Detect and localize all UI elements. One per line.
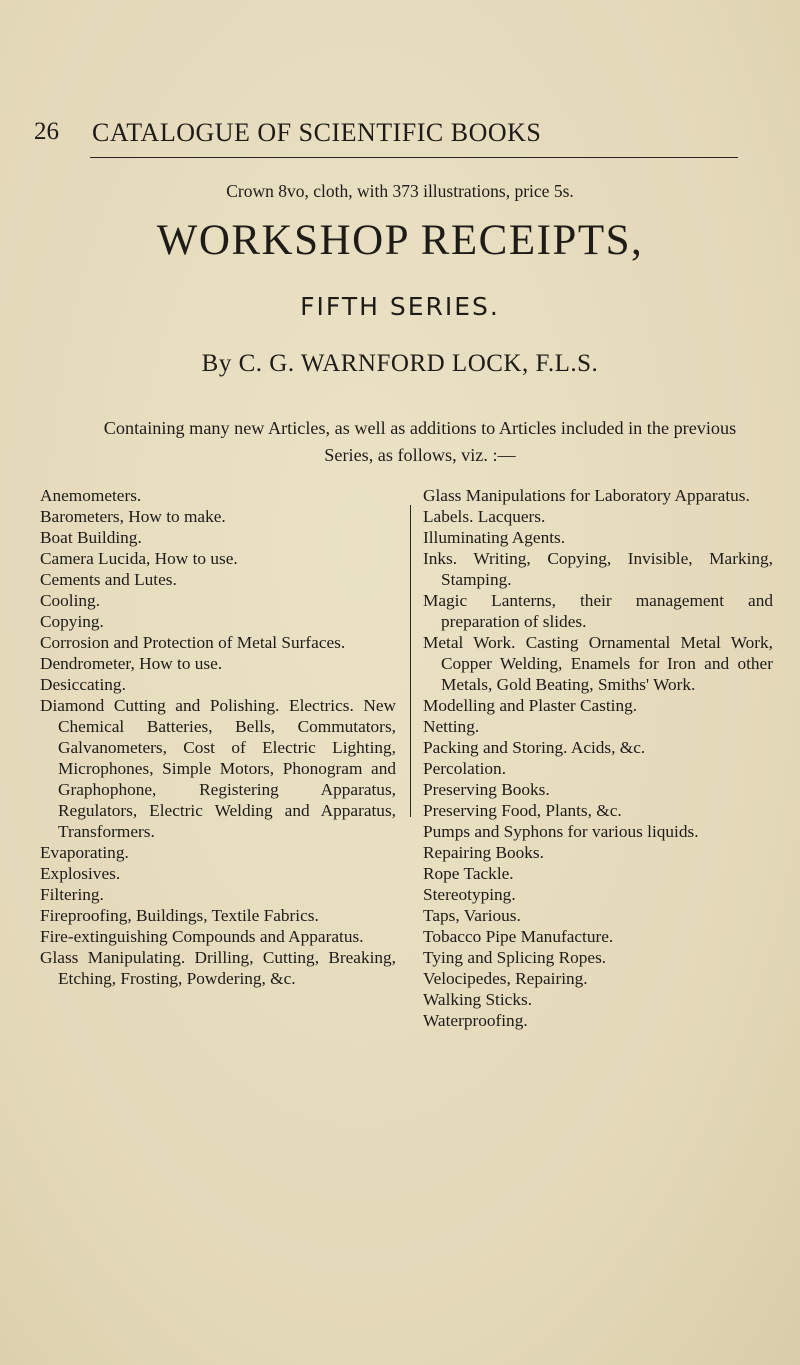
- list-item: Evaporating.: [40, 843, 129, 862]
- list-item: Walking Sticks.: [423, 990, 533, 1009]
- list-item: Repairing Books.: [423, 843, 544, 862]
- list-item: Illuminating Agents.: [423, 528, 566, 547]
- list-item: Pumps and Syphons for various liquids.: [423, 822, 699, 841]
- list-item: Dendrometer, How to use.: [40, 654, 223, 673]
- column-divider: [410, 505, 411, 817]
- running-head: CATALOGUE OF SCIENTIFIC BOOKS: [92, 118, 542, 147]
- edition-line: Crown 8vo, cloth, with 373 illustrations, price 5s.: [226, 181, 574, 201]
- series-heading: FIFTH SERIES.: [300, 292, 500, 321]
- list-item: Explosives.: [40, 864, 121, 883]
- page-number: 26: [34, 118, 59, 145]
- contents-left-column: [40, 485, 396, 989]
- list-item: Desiccating.: [40, 675, 126, 694]
- list-item: Taps, Various.: [423, 906, 521, 925]
- intro-paragraph: Containing many new Articles, as well as additions to Articles included in the previous Series, as follows, viz. :—: [103, 418, 737, 465]
- list-item: Netting.: [423, 717, 480, 736]
- list-item: Packing and Storing. Acids, &c.: [423, 738, 646, 757]
- list-item: Labels. Lacquers.: [423, 507, 546, 526]
- list-item: Preserving Food, Plants, &c.: [423, 801, 622, 820]
- list-item: Fireproofing, Buildings, Textile Fabrics.: [40, 906, 319, 925]
- list-item: Cements and Lutes.: [40, 570, 177, 589]
- page-header: [0, 118, 800, 162]
- list-item: Glass Manipulating. Drilling, Cutting, Breaking, Etching, Frosting, Powdering, &c.: [40, 948, 396, 988]
- list-item: Percolation.: [423, 759, 507, 778]
- contents-right-column: [423, 485, 773, 1031]
- list-item: Velocipedes, Repairing.: [423, 969, 588, 988]
- list-item: Metal Work. Casting Ornamental Metal Work, Copper Welding, Enamels for Iron and other Metals, Gold Beating, Smiths' Work.: [423, 633, 773, 694]
- list-item: Tying and Splicing Ropes.: [423, 948, 607, 967]
- header-rule: [90, 157, 738, 158]
- list-item: Anemometers.: [40, 486, 142, 505]
- list-item: Barometers, How to make.: [40, 507, 226, 526]
- list-item: Rope Tackle.: [423, 864, 514, 883]
- contents-list: [40, 485, 773, 1030]
- list-item: Cooling.: [40, 591, 101, 610]
- list-item: Waterproofing.: [423, 1011, 528, 1030]
- list-item: Tobacco Pipe Manufacture.: [423, 927, 614, 946]
- list-item: Filtering.: [40, 885, 104, 904]
- list-item: Modelling and Plaster Casting.: [423, 696, 638, 715]
- author-line: By C. G. WARNFORD LOCK, F.L.S.: [201, 350, 599, 377]
- list-item: Diamond Cutting and Polishing. Electrics. New Chemical Batteries, Bells, Commutators, Galvanometers, Cost of Electric Lighting, Microphones, Simple Motors, Phonogram and Graphophone, Registering Apparatus, Regulators, Electric Welding and Apparatus, Transformers.: [40, 696, 396, 841]
- list-item: Camera Lucida, How to use.: [40, 549, 238, 568]
- list-item: Inks. Writing, Copying, Invisible, Marking, Stamping.: [423, 549, 773, 589]
- book-title: WORKSHOP RECEIPTS,: [156, 217, 644, 264]
- list-item: Copying.: [40, 612, 104, 631]
- list-item: Stereotyping.: [423, 885, 516, 904]
- list-item: Corrosion and Protection of Metal Surfaces.: [40, 633, 346, 652]
- list-item: Boat Building.: [40, 528, 142, 547]
- list-item: Glass Manipulations for Laboratory Apparatus.: [423, 486, 750, 505]
- list-item: Magic Lanterns, their management and preparation of slides.: [423, 591, 773, 631]
- list-item: Preserving Books.: [423, 780, 550, 799]
- list-item: Fire-extinguishing Compounds and Apparatus.: [40, 927, 364, 946]
